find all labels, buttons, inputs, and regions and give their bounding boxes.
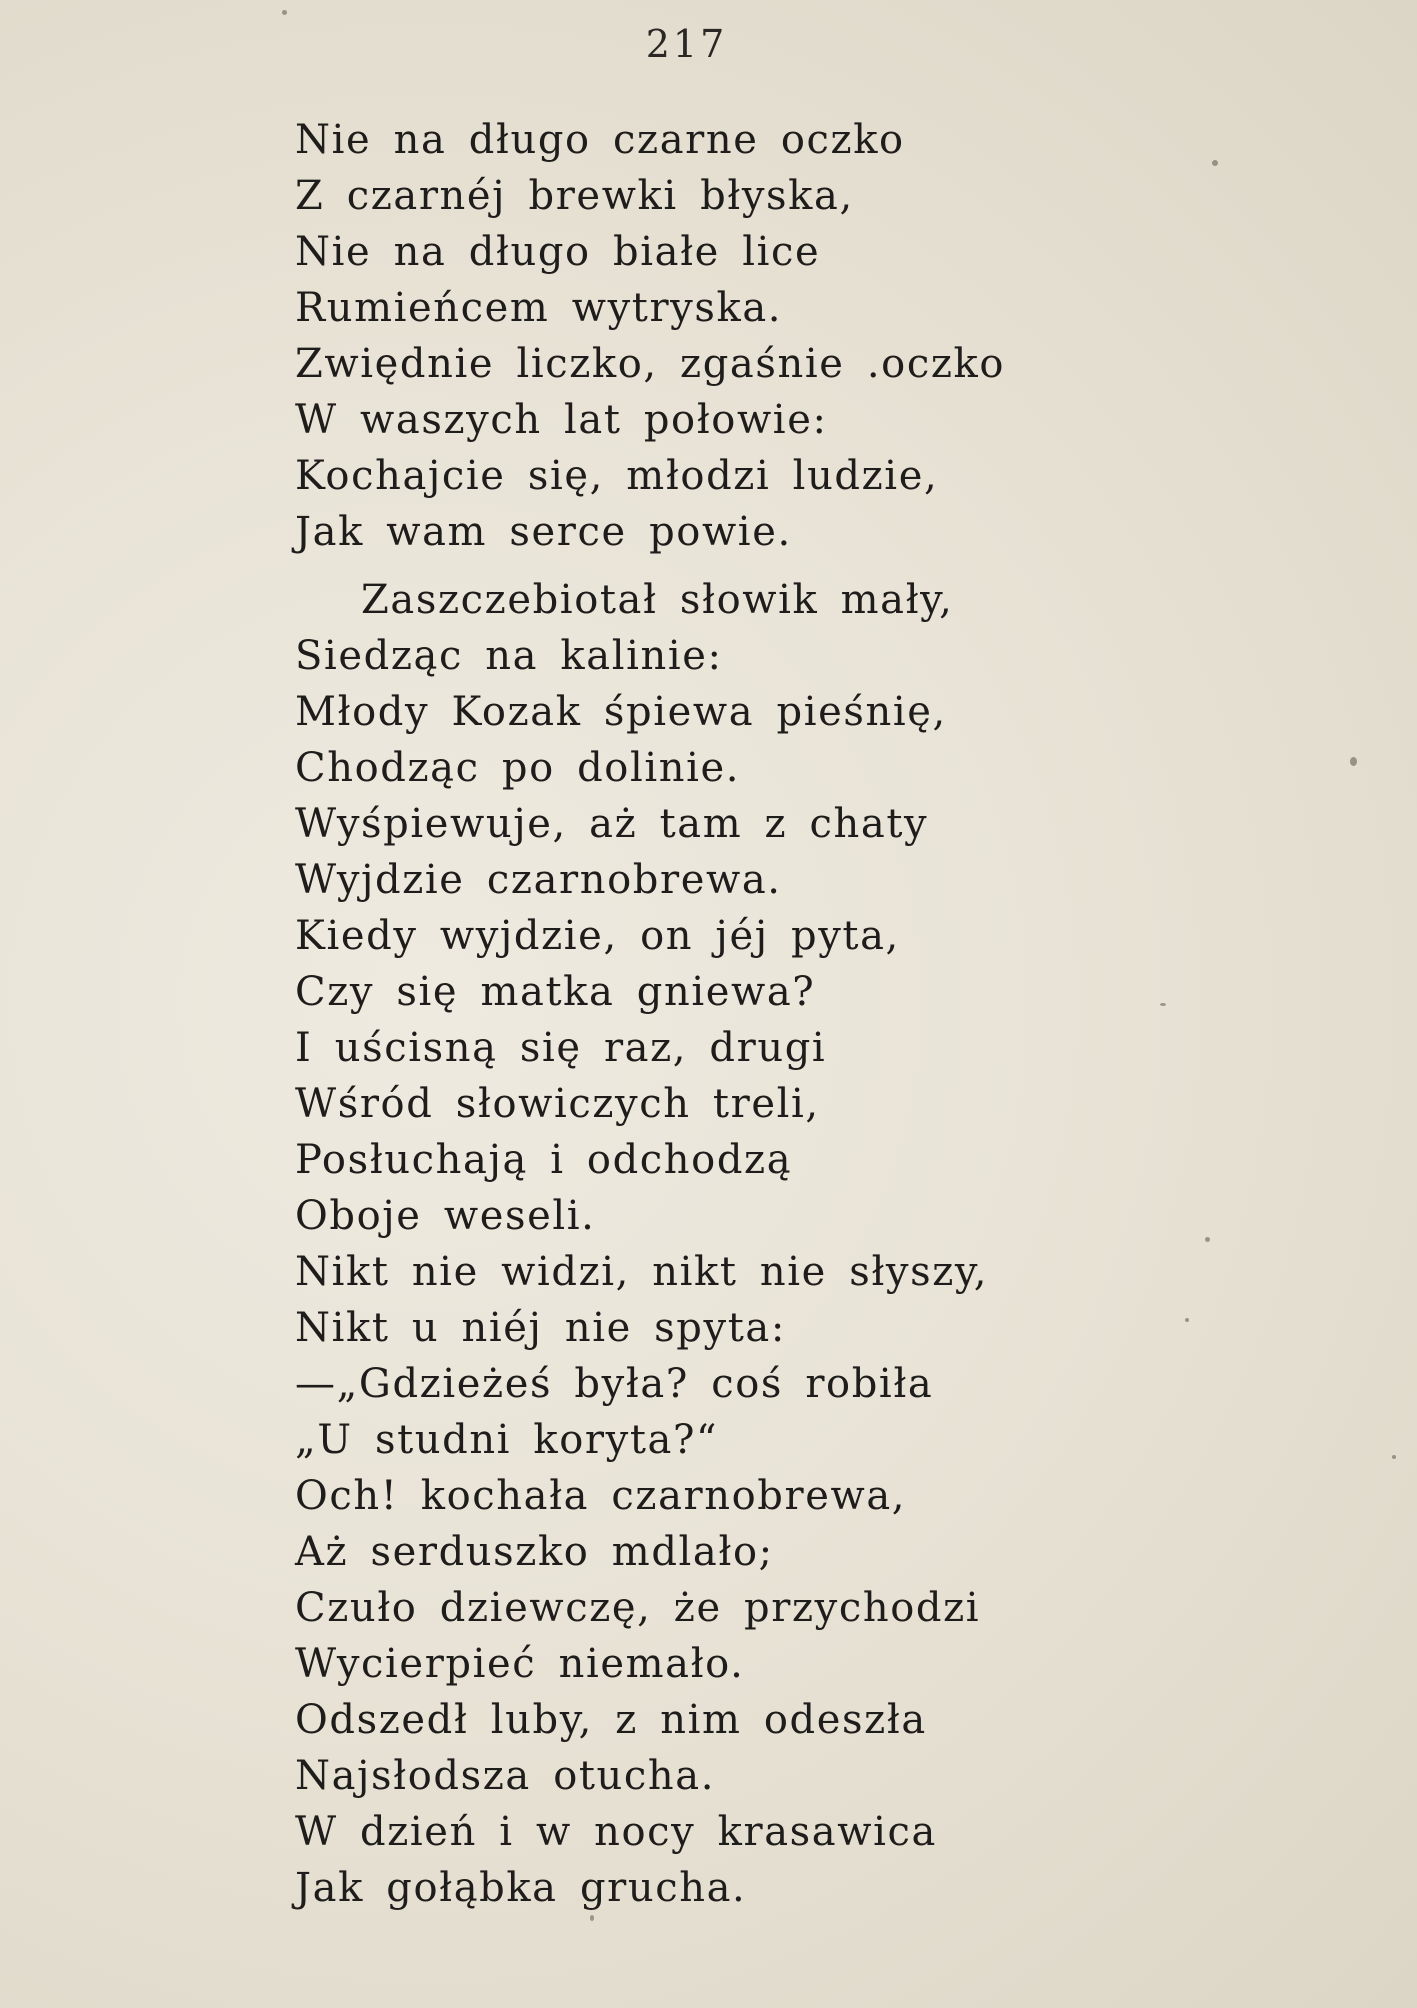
poem-line: Kochajcie się, młodzi ludzie, xyxy=(295,453,939,499)
paper-speck xyxy=(1205,1237,1210,1242)
poem-line: Zwiędnie liczko, zgaśnie .oczko xyxy=(295,341,1006,387)
poem-line: Wśród słowiczych treli, xyxy=(295,1081,820,1127)
poem-line: Posłuchają i odchodzą xyxy=(295,1137,793,1183)
paper-speck xyxy=(282,10,287,15)
poem-line: Chodząc po dolinie. xyxy=(295,745,741,791)
poem-line: Czy się matka gniewa? xyxy=(295,969,816,1015)
poem-line: Oboje weseli. xyxy=(295,1193,596,1239)
poem-line: Och! kochała czarnobrewa, xyxy=(295,1473,907,1519)
poem-line: „U studni koryta?“ xyxy=(295,1417,719,1463)
poem-line: Rumieńcem wytryska. xyxy=(295,285,783,331)
stanza-1 xyxy=(295,112,1295,560)
poem-line: W dzień i w nocy krasawica xyxy=(295,1809,937,1855)
poem-line: Jak gołąbka grucha. xyxy=(295,1865,747,1911)
page-number: 217 xyxy=(645,22,728,66)
poem-line: Nikt u niéj nie spyta: xyxy=(295,1305,786,1351)
poem-line: Czuło dziewczę, że przychodzi xyxy=(295,1585,981,1631)
paper-speck xyxy=(1212,160,1218,166)
poem-line: Jak wam serce powie. xyxy=(295,509,792,555)
poem-line: Wycierpieć niemało. xyxy=(295,1641,745,1687)
paper-speck xyxy=(1350,757,1357,766)
poem-line: Nie na długo białe lice xyxy=(295,229,821,275)
poem-line: W waszych lat połowie: xyxy=(295,397,828,443)
paper-speck xyxy=(590,1915,594,1921)
poem-line: Siedząc na kalinie: xyxy=(295,633,723,679)
paper-speck xyxy=(1185,1318,1189,1322)
poem-line: Zaszczebiotał słowik mały, xyxy=(361,577,954,623)
poem-line: Młody Kozak śpiewa pieśnię, xyxy=(295,689,947,735)
paper-speck xyxy=(1160,1003,1166,1006)
poem-line: Najsłodsza otucha. xyxy=(295,1753,716,1799)
poem-text xyxy=(295,112,1295,1916)
poem-line: Wyśpiewuje, aż tam z chaty xyxy=(295,801,929,847)
stanza-2 xyxy=(295,572,1295,1916)
poem-line: Odszedł luby, z nim odeszła xyxy=(295,1697,927,1743)
poem-line: —„Gdzieżeś była? coś robiła xyxy=(295,1361,934,1407)
paper-speck xyxy=(1392,1455,1396,1459)
poem-line: I uścisną się raz, drugi xyxy=(295,1025,827,1071)
poem-line: Z czarnéj brewki błyska, xyxy=(295,173,854,219)
poem-line: Nikt nie widzi, nikt nie słyszy, xyxy=(295,1249,989,1295)
poem-line: Kiedy wyjdzie, on jéj pyta, xyxy=(295,913,900,959)
poem-line: Aż serduszko mdlało; xyxy=(295,1529,774,1575)
poem-line: Wyjdzie czarnobrewa. xyxy=(295,857,782,903)
poem-line: Nie na długo czarne oczko xyxy=(295,117,905,163)
